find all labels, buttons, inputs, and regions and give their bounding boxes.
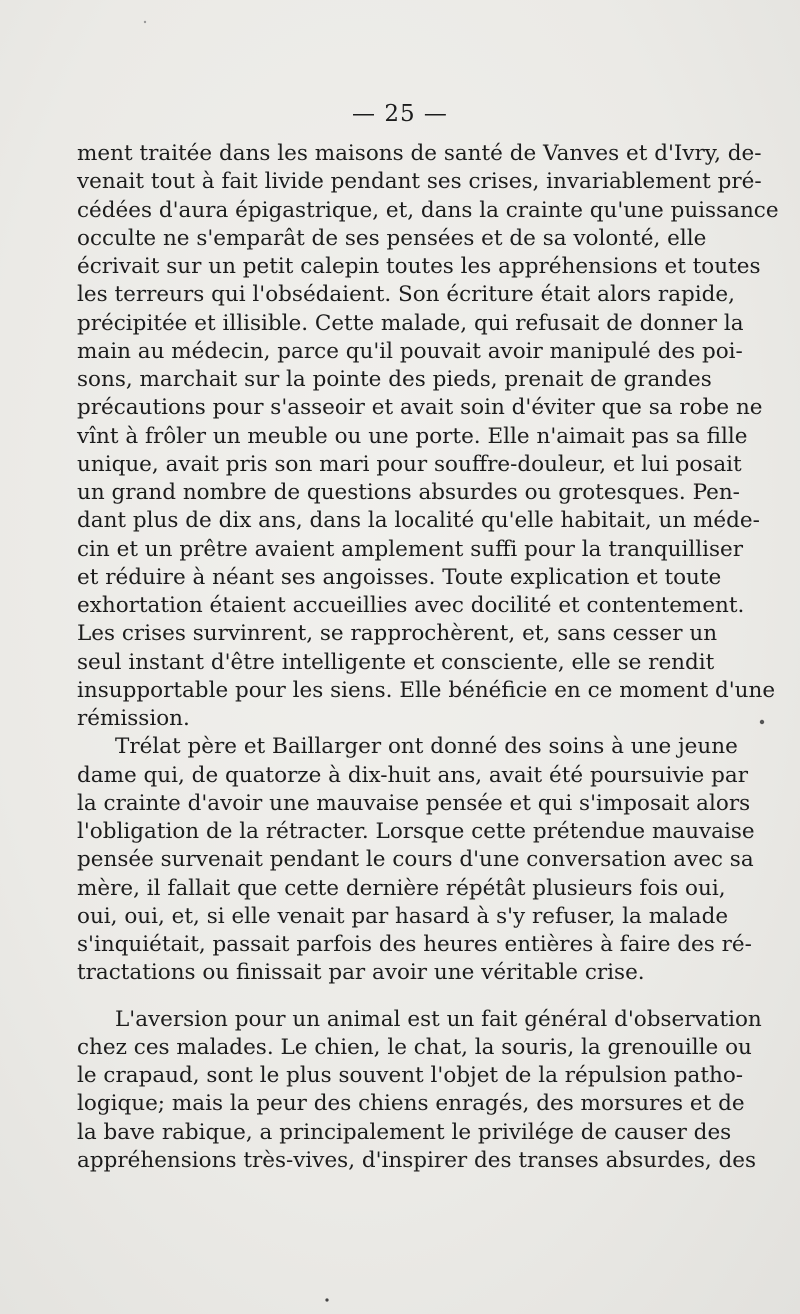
text-line: chez ces malades. Le chien, le chat, la souris, la grenouille ou <box>77 1034 752 1060</box>
text-line: le crapaud, sont le plus souvent l'objet de la répulsion patho- <box>77 1063 744 1088</box>
paragraph <box>77 733 755 987</box>
text-line: insupportable pour les siens. Elle bénéficie en ce moment d'une <box>77 677 776 703</box>
text-line: seul instant d'être intelligente et consciente, elle se rendit <box>77 649 715 675</box>
text-line: s'inquiétait, passait parfois des heures entières à faire des ré- <box>77 932 752 957</box>
paragraph <box>77 140 779 733</box>
text-line: main au médecin, parce qu'il pouvait avoir manipulé des poi- <box>77 338 743 364</box>
text-line: pensée survenait pendant le cours d'une conversation avec sa <box>77 847 754 873</box>
body-text <box>77 140 779 1175</box>
text-line: écrivait sur un petit calepin toutes les appréhensions et toutes <box>77 254 761 279</box>
text-line: mère, il fallait que cette dernière répétât plusieurs fois oui, <box>77 875 726 901</box>
text-line: tractations ou finissait par avoir une véritable crise. <box>77 960 645 986</box>
text-line: Trélat père et Baillarger ont donné des soins à une jeune <box>115 734 738 760</box>
text-line: et réduire à néant ses angoisses. Toute explication et toute <box>77 564 722 590</box>
text-line: cin et un prêtre avaient amplement suffi pour la tranquilliser <box>77 536 744 562</box>
text-line: exhortation étaient accueillies avec docilité et contentement. <box>77 593 745 618</box>
text-line: sons, marchait sur la pointe des pieds, prenait de grandes <box>77 367 712 392</box>
text-line: oui, oui, et, si elle venait par hasard à s'y refuser, la malade <box>77 903 729 929</box>
text-line: dame qui, de quatorze à dix-huit ans, avait été poursuivie par <box>77 762 748 788</box>
text-line: logique; mais la peur des chiens enragés, des morsures et de <box>77 1091 745 1117</box>
text-line: un grand nombre de questions absurdes ou grotesques. Pen- <box>77 480 740 505</box>
text-line: dant plus de dix ans, dans la localité qu'elle habitait, un méde- <box>77 508 760 534</box>
text-line: précautions pour s'asseoir et avait soin d'éviter que sa robe ne <box>77 395 763 421</box>
text-line: l'obligation de la rétracter. Lorsque cette prétendue mauvaise <box>77 819 755 844</box>
text-line: rémission. <box>77 706 190 731</box>
paragraph <box>77 1006 762 1176</box>
text-line: ment traitée dans les maisons de santé de Vanves et d'Ivry, de- <box>77 141 762 166</box>
text-line: la bave rabique, a principalement le privilége de causer des <box>77 1119 732 1145</box>
paragraph-gap <box>77 988 699 1006</box>
text-line: précipitée et illisible. Cette malade, qui refusait de donner la <box>77 310 744 336</box>
text-line: les terreurs qui l'obsédaient. Son écriture était alors rapide, <box>77 282 735 308</box>
text-line: la crainte d'avoir une mauvaise pensée et qui s'imposait alors <box>77 790 751 816</box>
text-line: L'aversion pour un animal est un fait général d'observation <box>115 1006 762 1032</box>
text-line: Les crises survinrent, se rapprochèrent, et, sans cesser un <box>77 621 718 647</box>
text-line: unique, avait pris son mari pour souffre-douleur, et lui posait <box>77 451 742 477</box>
text-line: venait tout à fait livide pendant ses crises, invariablement pré- <box>77 169 762 195</box>
page-number: — 25 — <box>352 101 448 127</box>
text-line: occulte ne s'emparât de ses pensées et de sa volonté, elle <box>77 225 707 251</box>
text-line: cédées d'aura épigastrique, et, dans la crainte qu'une puissance <box>77 197 779 223</box>
text-line: appréhensions très-vives, d'inspirer des transes absurdes, des <box>77 1147 757 1173</box>
text-line: vînt à frôler un meuble ou une porte. Elle n'aimait pas sa fille <box>77 423 748 449</box>
